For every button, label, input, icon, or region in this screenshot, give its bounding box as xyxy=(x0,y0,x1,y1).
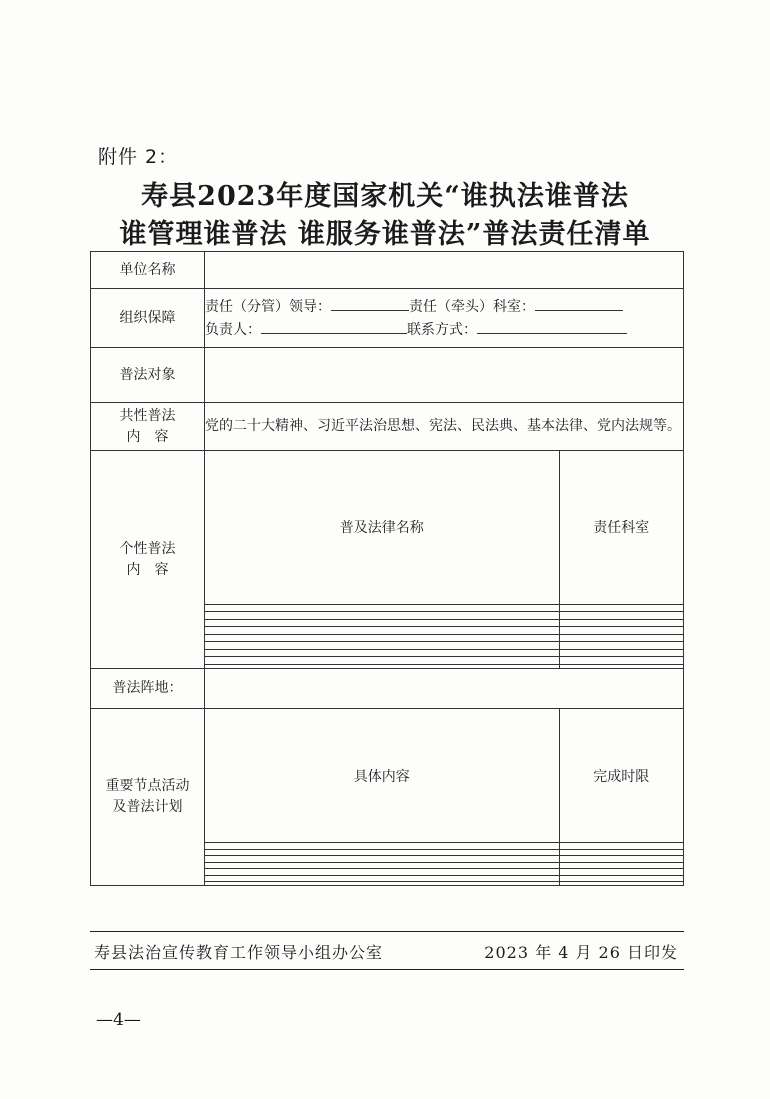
common-content-label xyxy=(91,403,205,451)
table-cell[interactable] xyxy=(205,882,559,885)
plan-grid xyxy=(205,709,684,886)
table-cell[interactable] xyxy=(559,619,683,626)
dept-label: 责任（牵头）科室： xyxy=(409,299,535,315)
table-cell[interactable] xyxy=(559,604,683,611)
footer-bottom-rule xyxy=(90,969,684,970)
issue-date: 2023 年 4 月 26 日印发 xyxy=(484,943,678,962)
table-cell[interactable] xyxy=(205,642,559,649)
target-label: 普法对象 xyxy=(91,348,205,403)
personal-label-b: 内 容 xyxy=(126,561,169,578)
law-name-header: 普及法律名称 xyxy=(205,451,559,604)
table-cell[interactable] xyxy=(559,664,683,668)
table-cell[interactable] xyxy=(205,657,559,664)
contact-blank[interactable] xyxy=(477,318,627,334)
personal-content-label xyxy=(91,451,205,669)
personal-content-grid xyxy=(205,451,684,669)
footer-top-rule xyxy=(90,931,684,932)
plan-label-a: 重要节点活动 xyxy=(105,778,190,794)
common-content-text: 党的二十大精神、习近平法治思想、宪法、民法典、基本法律、党内法规等。 xyxy=(205,403,684,451)
table-cell[interactable] xyxy=(205,612,559,619)
table-cell[interactable] xyxy=(559,642,683,649)
table-cell[interactable] xyxy=(559,612,683,619)
deadline-header: 完成时限 xyxy=(559,709,683,843)
page-number: —4— xyxy=(96,1010,141,1030)
document-title-line2: 谁管理谁普法 谁服务谁普法”普法责任清单 xyxy=(119,219,651,250)
dept-blank[interactable] xyxy=(535,295,623,311)
plan-label-b: 及普法计划 xyxy=(112,799,183,815)
table-cell[interactable] xyxy=(205,664,559,668)
leader-blank[interactable] xyxy=(331,295,409,311)
table-cell[interactable] xyxy=(559,649,683,656)
attachment-label: 附件 2： xyxy=(98,146,179,168)
org-guarantee-label: 组织保障 xyxy=(91,289,205,348)
plan-label xyxy=(91,709,205,886)
unit-name-field[interactable] xyxy=(205,252,684,289)
venue-field[interactable] xyxy=(205,669,684,709)
venue-label: 普法阵地： xyxy=(91,669,205,709)
table-cell[interactable] xyxy=(205,619,559,626)
leader-label: 责任（分管）领导： xyxy=(205,299,331,315)
document-title-line1: 寿县2023年度国家机关“谁执法谁普法 xyxy=(141,181,629,212)
table-cell[interactable] xyxy=(205,634,559,641)
personal-label-a: 个性普法 xyxy=(119,540,176,557)
person-label: 负责人： xyxy=(205,322,261,338)
unit-name-label: 单位名称 xyxy=(91,252,205,289)
table-cell[interactable] xyxy=(205,649,559,656)
table-cell[interactable] xyxy=(205,604,559,611)
responsibility-table xyxy=(90,251,684,886)
table-cell[interactable] xyxy=(205,627,559,634)
contact-label: 联系方式： xyxy=(407,322,477,338)
common-label-a: 共性普法 xyxy=(119,407,176,424)
table-cell[interactable] xyxy=(559,882,683,885)
table-cell[interactable] xyxy=(559,657,683,664)
table-cell[interactable] xyxy=(559,634,683,641)
table-cell[interactable] xyxy=(559,627,683,634)
dept-header: 责任科室 xyxy=(559,451,683,604)
content-header: 具体内容 xyxy=(205,709,559,843)
issuing-office: 寿县法治宣传教育工作领导小组办公室 xyxy=(94,943,384,962)
common-label-b: 内 容 xyxy=(126,428,169,445)
target-field[interactable] xyxy=(205,348,684,403)
org-guarantee-field[interactable] xyxy=(205,289,684,348)
person-blank[interactable] xyxy=(261,318,407,334)
